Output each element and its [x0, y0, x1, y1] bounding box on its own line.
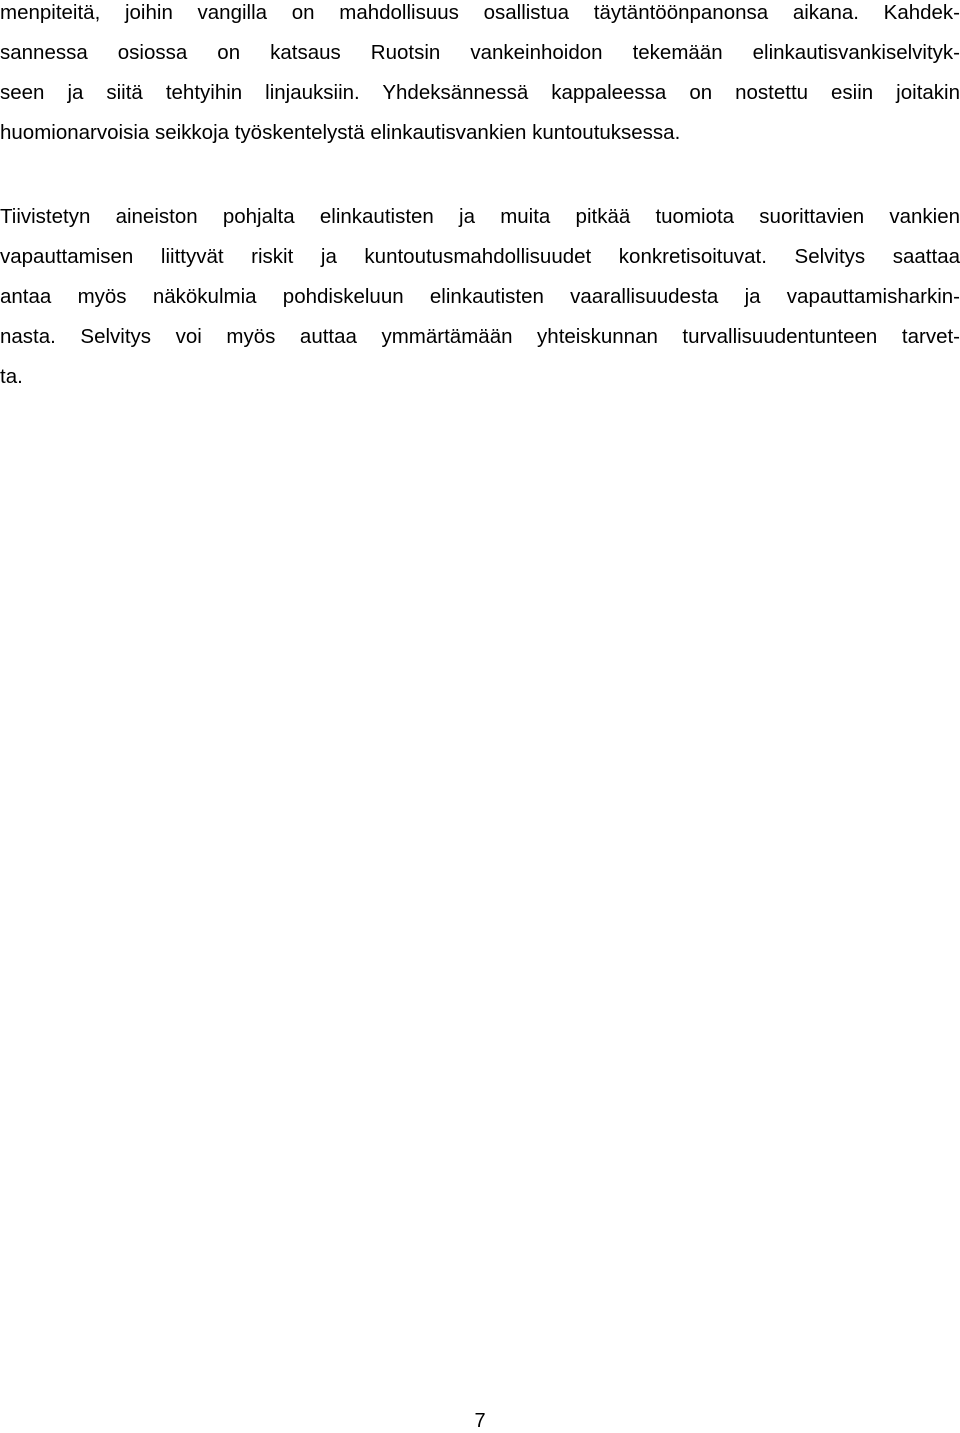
- page-number: 7: [474, 1410, 486, 1432]
- text-line: menpiteitä, joihin vangilla on mahdollisuus osallistua täytäntöönpanonsa aikana. Kahdek-: [0, 1, 960, 24]
- text-line: seen ja siitä tehtyihin linjauksiin. Yhdeksännessä kappaleessa on nostettu esiin joitakin: [0, 81, 960, 104]
- text-line: nasta. Selvitys voi myös auttaa ymmärtämään yhteiskunnan turvallisuudentunteen tarvet-: [0, 325, 960, 348]
- paragraph-2: [0, 197, 960, 397]
- text-line: ta.: [0, 365, 23, 388]
- text-line: huomionarvoisia seikkoja työskentelystä elinkautisvankien kuntoutuksessa.: [0, 121, 681, 144]
- text-line: Tiivistetyn aineiston pohjalta elinkautisten ja muita pitkää tuomiota suorittavien vankien: [0, 205, 960, 228]
- text-line: antaa myös näkökulmia pohdiskeluun elinkautisten vaarallisuudesta ja vapauttamisharkin-: [0, 285, 960, 308]
- text-line: sannessa osiossa on katsaus Ruotsin vankeinhoidon tekemään elinkautisvankiselvityk-: [0, 41, 960, 64]
- text-line: vapauttamisen liittyvät riskit ja kuntoutusmahdollisuudet konkretisoituvat. Selvitys saattaa: [0, 245, 960, 268]
- paragraph-1: [0, 0, 960, 153]
